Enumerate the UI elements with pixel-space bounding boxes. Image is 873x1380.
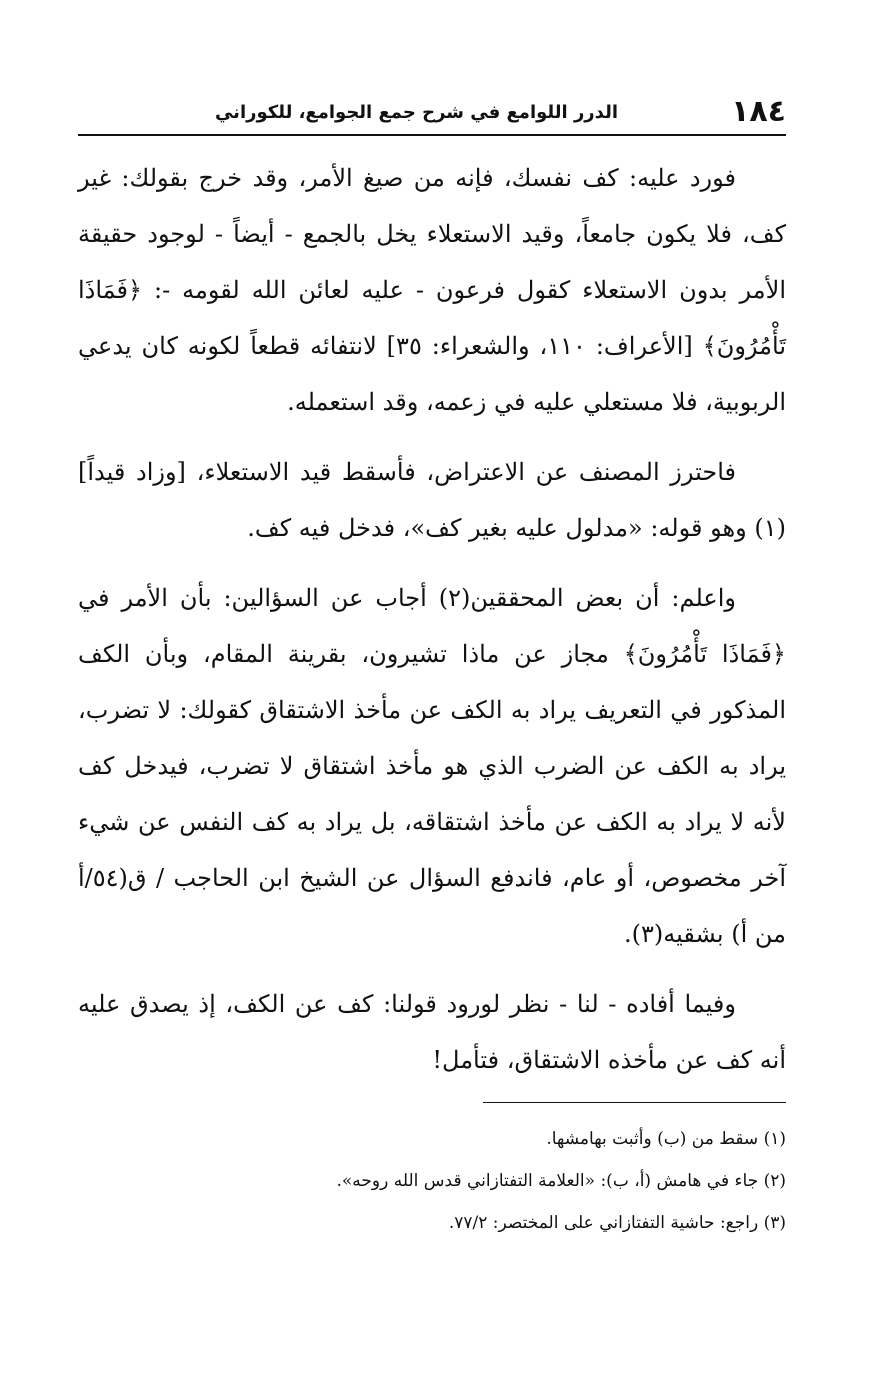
header-divider (78, 134, 786, 136)
footnote-2: (٢) جاء في هامش (أ، ب): «العلامة التفتازاني قدس الله روحه». (336, 1171, 786, 1191)
footnote-3: (٣) راجع: حاشية التفتازاني على المختصر: ٧٧/٢. (448, 1213, 786, 1233)
page-number: ١٨٤ (731, 94, 786, 129)
main-text (78, 150, 786, 1102)
footnotes (78, 1118, 786, 1244)
running-title: الدرر اللوامع في شرح جمع الجوامع، للكوراني (214, 102, 618, 123)
footnote-1: (١) سقط من (ب) وأثبت بهامشها. (546, 1129, 786, 1149)
paragraph-scholar-answer: واعلم: أن بعض المحققين(٢) أجاب عن السؤالين: بأن الأمر في ﴿فَمَاذَا تَأْمُرُونَ﴾ مجاز عن ماذا تشيرون، بقرينة المقام، وبأن الكف المذكور في التعريف يراد به الكف عن مأخذ الاشتقاق كقولك: لا تضرب، يراد به الكف عن الضرب الذي هو مأخذ اشتقاق لا تضرب، فيدخل كف لأنه لا يراد به الكف عن مأخذ اشتقاقه، بل يراد به كف النفس عن شيء آخر مخصوص، أو عام، فاندفع السؤال عن الشيخ ابن الحاجب / ق(٥٤/أ من أ) بشقيه(٣). (78, 584, 786, 948)
footnote-divider (483, 1102, 786, 1103)
paragraph-critique: وفيما أفاده - لنا - نظر لورود قولنا: كف عن الكف، إذ يصدق عليه أنه كف عن مأخذه الاشتقاق، فتأمل! (78, 990, 786, 1074)
paragraph-objection: فورد عليه: كف نفسك، فإنه من صيغ الأمر، وقد خرج بقولك: غير كف، فلا يكون جامعاً، وقيد الاستعلاء يخل بالجمع - أيضاً - لوجود حقيقة الأمر بدون الاستعلاء كقول فرعون - عليه لعائن الله لقومه -: ﴿فَمَاذَا تَأْمُرُونَ﴾ [الأعراف: ١١٠، والشعراء: ٣٥] لانتفائه قطعاً لكونه كان يدعي الربوبية، فلا مستعلي عليه في زعمه، وقد استعمله. (78, 164, 787, 416)
page-header (78, 92, 786, 132)
paragraph-author-response: فاحترز المصنف عن الاعتراض، فأسقط قيد الاستعلاء، [وزاد قيداً](١) وهو قوله: «مدلول عليه بغير كف»، فدخل فيه كف. (78, 458, 786, 542)
